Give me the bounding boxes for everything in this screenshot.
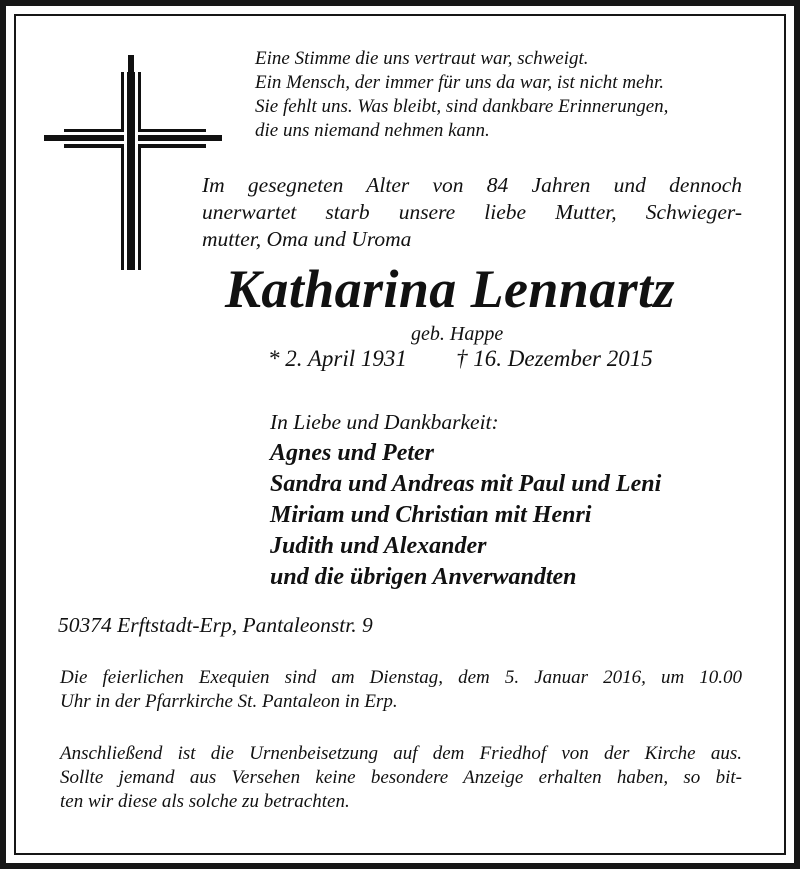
mourner-name: Judith und Alexander [270,533,487,559]
mourners-list [270,438,661,593]
service-line: Die feierlichen Exequien sind am Dienstag, dem 5. Januar 2016, um 10.00 [60,667,742,688]
cross-icon [44,50,224,270]
mourner-name: Sandra und Andreas mit Paul und Leni [270,471,662,497]
birth-name: geb. Happe [411,323,504,345]
deceased-name: Katharina Lennartz [225,259,675,319]
poem [255,47,668,143]
notice-paragraph [60,742,742,814]
intro-line: mutter, Oma und Uroma [202,227,412,251]
poem-line: Ein Mensch, der immer für uns da war, ist nicht mehr. [255,72,665,93]
notice-line: Anschließend ist die Urnenbeisetzung auf dem Friedhof von der Kirche aus. [60,743,742,764]
service-paragraph [60,666,742,714]
service-line: Uhr in der Pfarrkirche St. Pantaleon in Erp. [60,691,398,712]
poem-line: Sie fehlt uns. Was bleibt, sind dankbare Erinnerungen, [255,96,669,117]
mourner-name: und die übrigen Anverwandten [270,564,577,590]
intro-paragraph [202,172,742,253]
birth-date: * 2. April 1931 [268,346,407,371]
death-date: † 16. Dezember 2015 [456,346,653,371]
notice-line: Sollte jemand aus Versehen keine besondere Anzeige erhalten haben, so bit- [60,767,742,788]
intro-line: unerwartet starb unsere liebe Mutter, Schwieger- [202,200,742,224]
notice-line: ten wir diese als solche zu betrachten. [60,791,350,812]
intro-line: Im gesegneten Alter von 84 Jahren und dennoch [202,173,742,197]
mourner-name: Agnes und Peter [270,440,435,466]
mourners-heading: In Liebe und Dankbarkeit: [270,410,499,434]
mourner-name: Miriam und Christian mit Henri [270,502,592,528]
address: 50374 Erftstadt-Erp, Pantaleonstr. 9 [58,613,373,637]
poem-line: die uns niemand nehmen kann. [255,120,490,141]
poem-line: Eine Stimme die uns vertraut war, schweigt. [255,48,589,69]
